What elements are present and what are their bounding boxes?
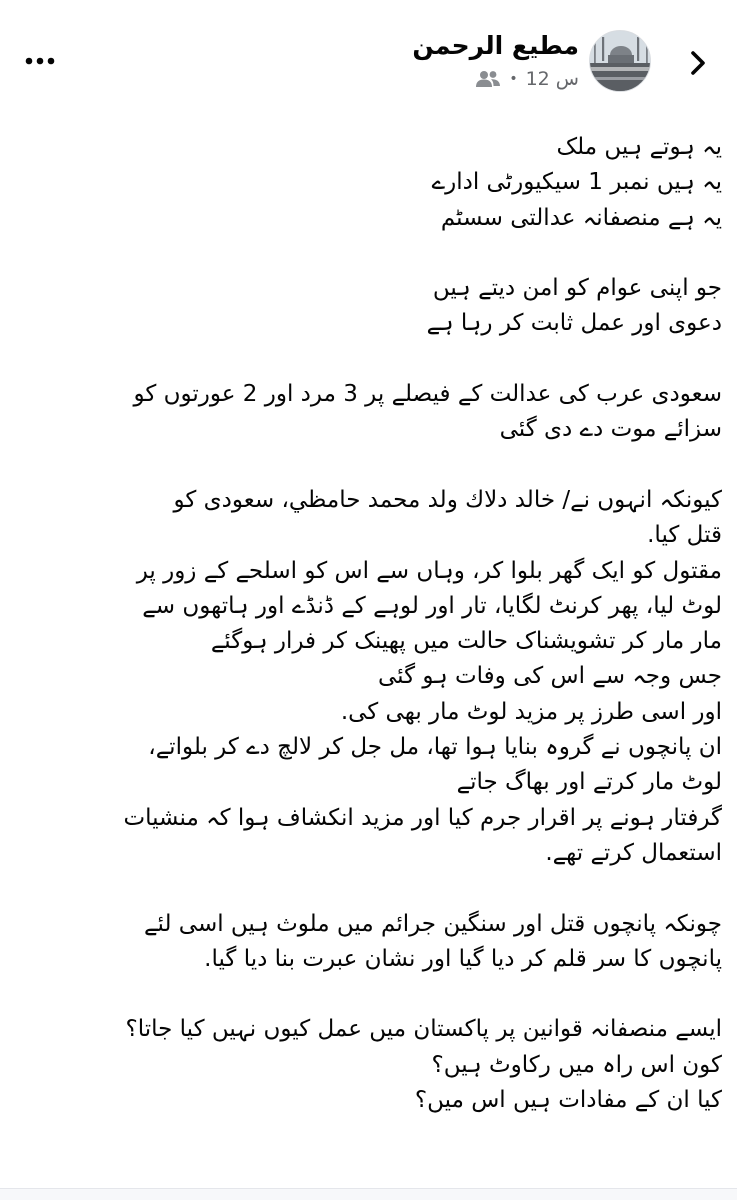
back-button[interactable] bbox=[683, 45, 713, 81]
post-text-line: سعودی عرب کی عدالت کے فیصلے پر 3 مرد اور 2 عورتوں کو bbox=[133, 381, 722, 408]
author-info bbox=[412, 28, 579, 90]
post-text-line: کیونکہ انہوں نے/ خالد دلاك ولد محمد حامظي، سعودی کو bbox=[173, 486, 722, 513]
more-options-button[interactable] bbox=[20, 46, 60, 76]
post-divider bbox=[0, 1188, 737, 1200]
post-text-line: استعمال کرتے تھے. bbox=[545, 839, 722, 866]
post-text-line: گرفتار ہونے پر اقرار جرم کیا اور مزید انکشاف ہوا کہ منشیات bbox=[123, 804, 722, 831]
post-blank-line bbox=[22, 236, 722, 271]
post-text-line: قتل کیا. bbox=[647, 522, 722, 549]
post-text-line: چونکہ پانچوں قتل اور سنگین جرائم میں ملوث ہیں اسی لئے bbox=[144, 910, 722, 937]
post-text-line: کیا ان کے مفادات ہیں اس میں؟ bbox=[414, 1087, 722, 1114]
friends-audience-icon[interactable] bbox=[475, 69, 501, 89]
post-text-line: مقتول کو ایک گھر بلوا کر، وہاں سے اس کو اسلحے کے زور پر bbox=[136, 557, 722, 584]
avatar-mosque-image bbox=[590, 31, 651, 92]
post-text-line: ایسے منصفانہ قوانین پر پاکستان میں عمل کیوں نہیں کیا جاتا؟ bbox=[125, 1016, 722, 1043]
meta-separator: • bbox=[509, 71, 518, 87]
post-meta bbox=[412, 68, 579, 90]
more-horizontal-icon bbox=[25, 57, 55, 65]
post-text-line: ان پانچوں نے گروہ بنایا ہوا تھا، مل جل کر لالچ دے کر بلواتے، bbox=[148, 734, 722, 761]
post-blank-line bbox=[22, 448, 722, 483]
post-blank-line bbox=[22, 871, 722, 906]
post-text-line: مار مار کر تشویشناک حالت میں پھینک کر فرار ہوگئے bbox=[210, 628, 722, 655]
post-text-line: سزائے موت دے دی گئی bbox=[499, 416, 722, 443]
author-name[interactable]: مطیع الرحمن bbox=[412, 31, 579, 60]
post-timestamp[interactable]: 12 س bbox=[525, 68, 579, 90]
post-text-line: لوٹ مار کرتے اور بھاگ جاتے bbox=[456, 769, 722, 796]
post-text-line: جو اپنی عوام کو امن دیتے ہیں bbox=[432, 275, 722, 302]
avatar[interactable] bbox=[589, 30, 651, 92]
post-blank-line bbox=[22, 977, 722, 1012]
post-text-line: یہ ہیں نمبر 1 سیکیورٹی ادارے bbox=[431, 169, 722, 196]
post-text-line: دعوی اور عمل ثابت کر رہا ہے bbox=[426, 310, 722, 337]
post-text-line: جس وجہ سے اس کی وفات ہو گئی bbox=[377, 663, 722, 690]
post-header bbox=[0, 0, 737, 110]
post-text-line: یہ ہوتے ہیں ملک bbox=[556, 134, 722, 160]
post-text-line: پانچوں کا سر قلم کر دیا گیا اور نشان عبرت بنا دیا گیا. bbox=[204, 945, 722, 972]
post-text-line: یہ ہے منصفانہ عدالتی سسٹم bbox=[440, 204, 722, 231]
post-text-line: اور اسی طرز پر مزید لوٹ مار بھی کی. bbox=[340, 698, 722, 725]
post-blank-line bbox=[22, 342, 722, 377]
post-text-line: کون اس راہ میں رکاوٹ ہیں؟ bbox=[431, 1051, 722, 1078]
chevron-right-icon bbox=[688, 48, 708, 78]
post-text bbox=[22, 130, 722, 1118]
post-text-line: لوٹ لیا، پھر کرنٹ لگایا، تار اور لوہے کے ڈنڈے اور ہاتھوں سے bbox=[142, 592, 722, 619]
